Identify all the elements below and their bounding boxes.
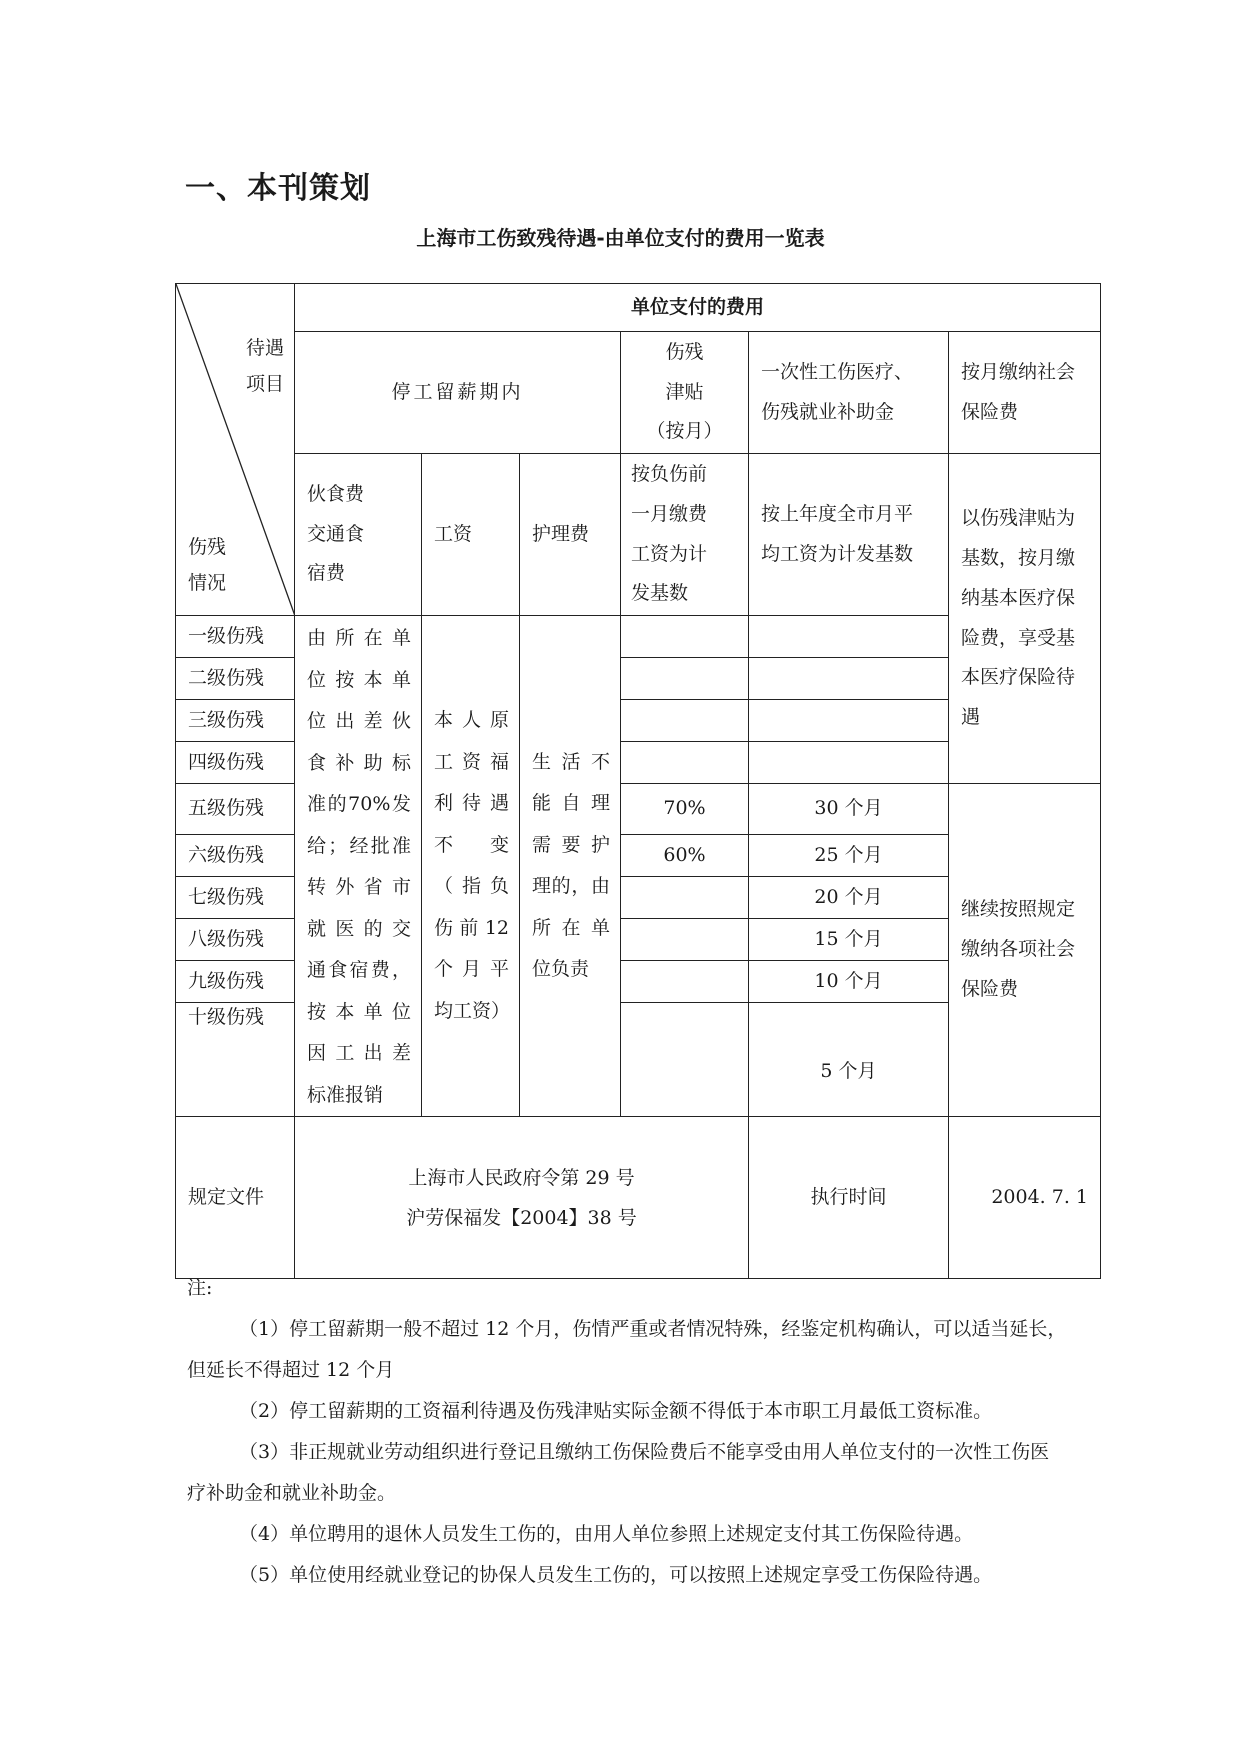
grade-label: 十级伤残 (176, 1003, 295, 1117)
benefits-table (175, 283, 1101, 1279)
sub-food-lodging: 伙食费 交通食 宿费 (295, 454, 422, 616)
sub-lump-basis: 按上年度全市月平 均工资为计发基数 (749, 454, 949, 616)
lump-sum-value: 10 个月 (749, 961, 949, 1003)
allowance-value (621, 616, 749, 658)
allowance-value (621, 742, 749, 784)
corner-top-label: 待遇 项目 (245, 337, 284, 396)
col-social-insurance: 按月缴纳社会 保险费 (949, 332, 1101, 454)
sub-wage: 工资 (422, 454, 520, 616)
corner-bottom-label: 伤残 情况 (188, 536, 227, 595)
notes (187, 1268, 1067, 1596)
wage-rule: 本人原 工资福 利待遇 不 变 （指负 伤前12 个月平 均工资） (422, 616, 520, 1117)
social-insurance-grades-1-4: 以伤残津贴为 基数，按月缴 纳基本医疗保 险费，享受基 本医疗保险待 遇 (949, 454, 1101, 784)
allowance-value (621, 700, 749, 742)
care-rule: 生活不 能自理 需要护 理的，由 所在单 位负责 (520, 616, 621, 1117)
exec-date: 2004. 7. 1 (949, 1117, 1101, 1279)
grade-label: 四级伤残 (176, 742, 295, 784)
lump-sum-value (749, 616, 949, 658)
grade-label: 三级伤残 (176, 700, 295, 742)
note-item: （1）停工留薪期一般不超过 12 个月，伤情严重或者情况特殊，经鉴定机构确认，可以适当延长，但延长不得超过 12 个月 (187, 1318, 1067, 1381)
grade-label: 五级伤残 (176, 784, 295, 835)
note-item: （4）单位聘用的退休人员发生工伤的，由用人单位参照上述规定支付其工伤保险待遇。 (239, 1523, 974, 1545)
exec-label: 执行时间 (749, 1117, 949, 1279)
grade-label: 二级伤残 (176, 658, 295, 700)
doc-references: 上海市人民政府令第 29 号 沪劳保福发【2004】38 号 (295, 1117, 749, 1279)
lump-sum-value (749, 700, 949, 742)
lump-sum-value (749, 658, 949, 700)
notes-label: 注: (187, 1277, 213, 1299)
col-lump-sum: 一次性工伤医疗、 伤残就业补助金 (749, 332, 949, 454)
grade-label: 七级伤残 (176, 877, 295, 919)
grade-label: 八级伤残 (176, 919, 295, 961)
allowance-value (621, 877, 749, 919)
allowance-value (621, 961, 749, 1003)
note-item: （5）单位使用经就业登记的协保人员发生工伤的，可以按照上述规定享受工伤保险待遇。 (239, 1564, 993, 1586)
lump-sum-value: 30 个月 (749, 784, 949, 835)
allowance-value (621, 658, 749, 700)
allowance-value (621, 919, 749, 961)
sub-allowance-basis: 按负伤前 一月缴费 工资为计 发基数 (621, 454, 749, 616)
lump-sum-value: 15 个月 (749, 919, 949, 961)
grade-label: 一级伤残 (176, 616, 295, 658)
table-title: 上海市工伤致残待遇-由单位支付的费用一览表 (416, 226, 825, 250)
col-allowance: 伤残 津贴 （按月） (621, 332, 749, 454)
grade-label: 六级伤残 (176, 835, 295, 877)
allowance-value (621, 1003, 749, 1117)
col-stop-pay: 停工留薪期内 (295, 332, 621, 454)
allowance-value: 60% (621, 835, 749, 877)
lump-sum-value: 25 个月 (749, 835, 949, 877)
grade-label: 九级伤残 (176, 961, 295, 1003)
sub-care: 护理费 (520, 454, 621, 616)
table-corner-cell (176, 284, 295, 616)
lump-sum-value (749, 742, 949, 784)
lump-sum-value: 20 个月 (749, 877, 949, 919)
allowance-value: 70% (621, 784, 749, 835)
note-item: （2）停工留薪期的工资福利待遇及伤残津贴实际金额不得低于本市职工月最低工资标准。 (239, 1400, 993, 1422)
food-lodging-rule: 由所在单 位按本单 位出差伙 食补助标 准的70%发 给；经批准 转外省市 就医的交 通食宿费， 按本单位 因工出差 标准报销 (295, 616, 422, 1117)
doc-label: 规定文件 (176, 1117, 295, 1279)
lump-sum-value: 5 个月 (749, 1003, 949, 1117)
header-group: 单位支付的费用 (295, 284, 1101, 332)
note-item: （3）非正规就业劳动组织进行登记且缴纳工伤保险费后不能享受由用人单位支付的一次性工伤医疗补助金和就业补助金。 (187, 1441, 1050, 1504)
section-heading: 一、本刊策划 (185, 171, 371, 206)
social-insurance-grades-5-10: 继续按照规定 缴纳各项社会 保险费 (949, 784, 1101, 1117)
